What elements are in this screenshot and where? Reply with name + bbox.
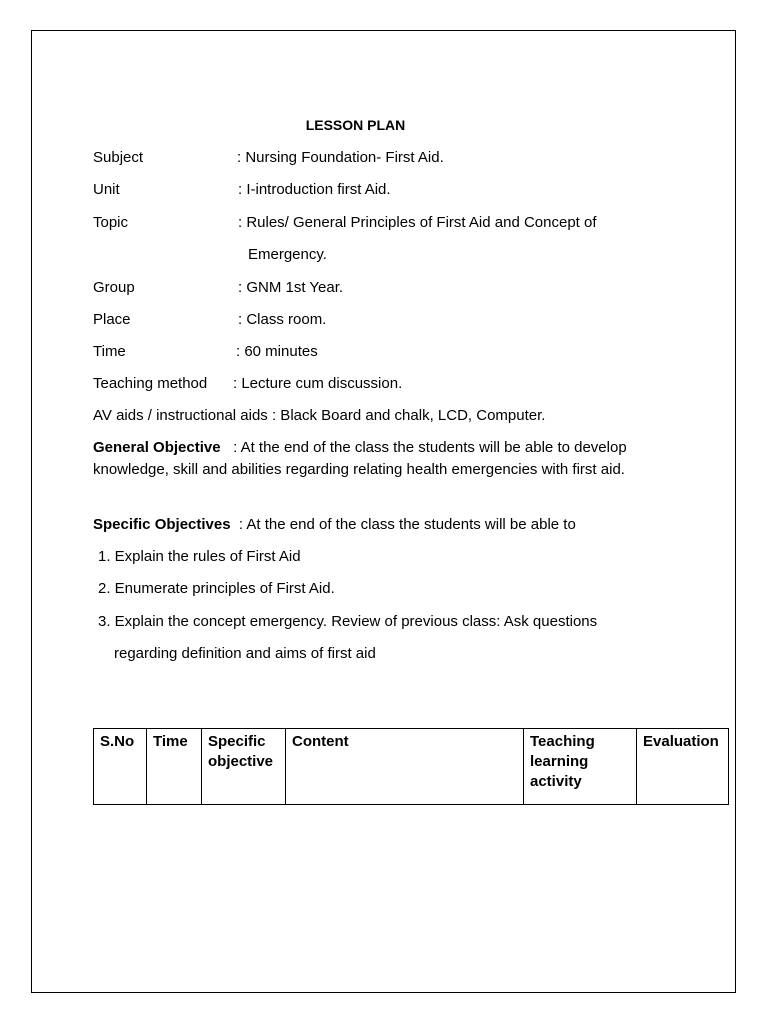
specific-objectives-label: Specific Objectives: [93, 516, 231, 533]
general-objective: [93, 437, 653, 481]
general-objective-text: : At the end of the class the students will be able to develop knowledge, skill and abilities regarding relating health emergencies with first aid.: [93, 439, 627, 478]
column-header: Evaluation: [637, 729, 729, 805]
specific-objectives: [93, 516, 576, 534]
field-label: Subject: [93, 149, 144, 166]
table-header-row: [94, 729, 729, 805]
column-header: Specific objective: [202, 729, 286, 805]
column-header: Teaching learning activity: [524, 729, 637, 805]
general-objective-label: General Objective: [93, 439, 221, 456]
column-header: Content: [286, 729, 524, 805]
specific-objectives-text: : At the end of the class the students will be able to: [238, 516, 576, 533]
field-label: Group: [93, 279, 135, 296]
field-label: Unit: [93, 181, 120, 198]
document-title: LESSON PLAN: [305, 117, 406, 133]
av-aids: AV aids / instructional aids : Black Board and chalk, LCD, Computer.: [93, 407, 546, 424]
field-value: : Rules/ General Principles of First Aid and Concept of: [238, 214, 597, 231]
list-item: 1. Explain the rules of First Aid: [98, 548, 301, 565]
list-item-continuation: regarding definition and aims of first aid: [114, 645, 376, 662]
list-item: 3. Explain the concept emergency. Review of previous class: Ask questions: [98, 613, 598, 630]
column-header: Time: [147, 729, 202, 805]
field-label: Time: [93, 343, 126, 360]
field-label: Place: [93, 311, 131, 328]
field-value: : 60 minutes: [236, 343, 318, 360]
field-label: Teaching method: [93, 375, 208, 392]
field-value: : Class room.: [238, 311, 327, 328]
column-header: S.No: [94, 729, 147, 805]
field-value: : I-introduction first Aid.: [238, 181, 391, 198]
field-value: : GNM 1st Year.: [238, 279, 344, 296]
field-label: Topic: [93, 214, 129, 231]
page-border: [31, 30, 736, 993]
list-item: 2. Enumerate principles of First Aid.: [98, 580, 335, 597]
field-value: : Nursing Foundation- First Aid.: [237, 149, 444, 166]
field-value: : Lecture cum discussion.: [233, 375, 403, 392]
lesson-plan-table: [93, 728, 729, 805]
field-value: Emergency.: [248, 246, 327, 263]
